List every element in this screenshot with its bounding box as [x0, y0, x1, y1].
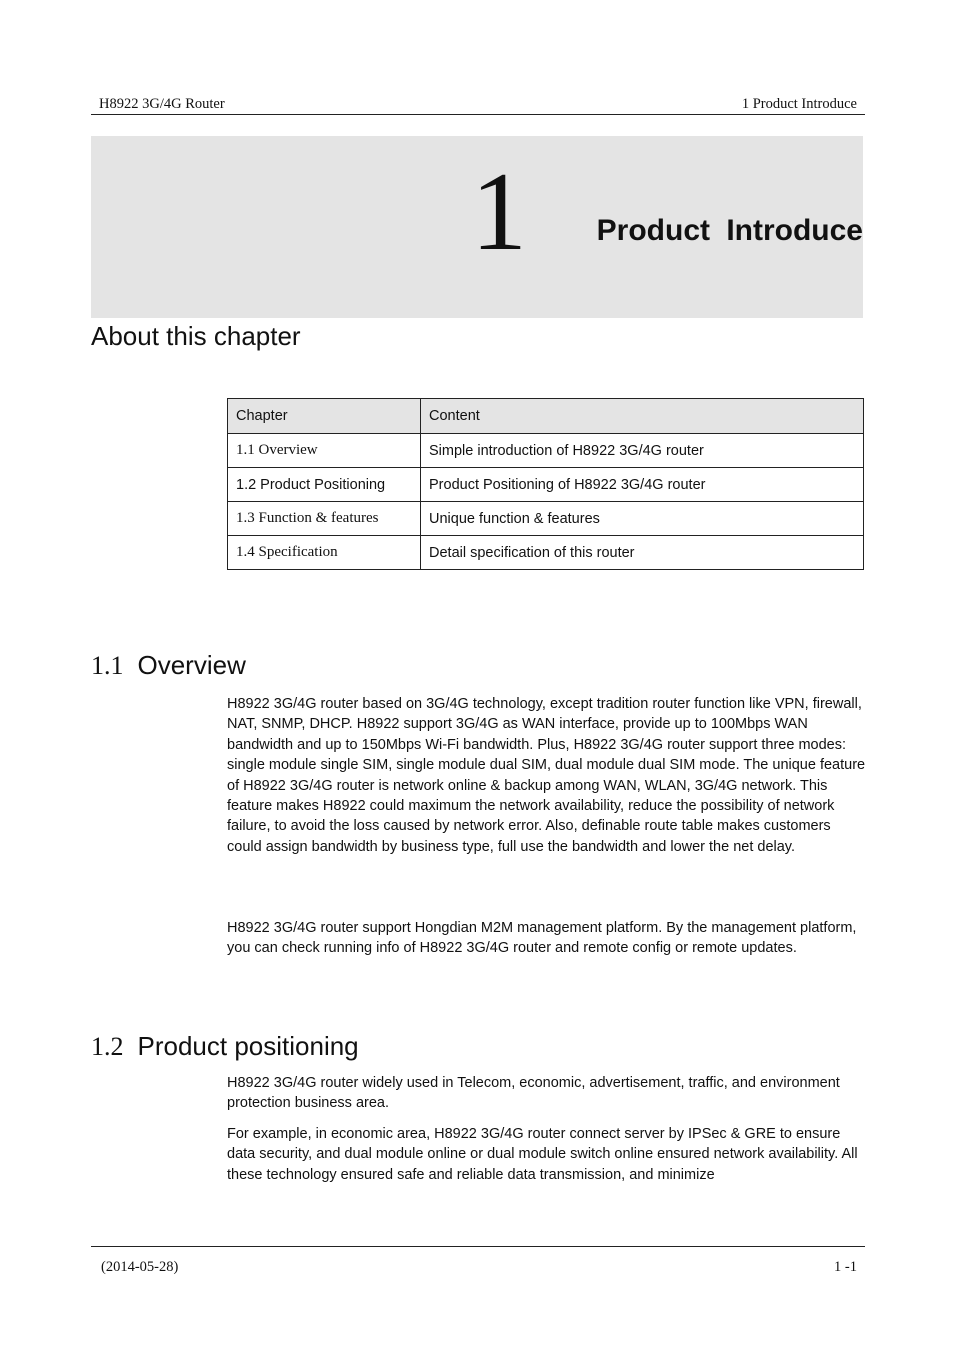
chapter-banner [91, 136, 863, 318]
header-doc-title: H8922 3G/4G Router [99, 96, 225, 112]
section-heading-product-positioning [91, 1029, 359, 1064]
section-heading-overview [91, 648, 246, 683]
table-cell: 1.1 Overview [228, 434, 421, 468]
table-cell: Unique function & features [421, 502, 864, 536]
table-row [228, 536, 864, 570]
table-cell: 1.2 Product Positioning [228, 468, 421, 502]
section-number: 1.2 [91, 1032, 124, 1061]
table-cell: Simple introduction of H8922 3G/4G router [421, 434, 864, 468]
positioning-paragraph: For example, in economic area, H8922 3G/4G router connect server by IPSec & GRE to ensure data security, and dual module online or dual module switch online ensured network availability. All these technology ensured safe and reliable data transmission, and minimize [227, 1126, 858, 1183]
table-cell: 1.4 Specification [228, 536, 421, 570]
section-title: Product positioning [137, 1031, 359, 1061]
section-number: 1.1 [91, 651, 124, 680]
section-title: Overview [137, 650, 246, 680]
table-row [228, 468, 864, 502]
table-header-cell: Content [421, 399, 864, 434]
running-header [91, 96, 865, 115]
table-row [228, 434, 864, 468]
overview-paragraph: H8922 3G/4G router support Hongdian M2M management platform. By the management platform, you can check running info of H8922 3G/4G router and remote config or remote updates. [227, 920, 857, 957]
table-header-cell: Chapter [228, 399, 421, 434]
about-heading: About this chapter [91, 321, 301, 351]
table-header-row [228, 399, 864, 434]
overview-paragraph: H8922 3G/4G router based on 3G/4G technology, except tradition router function like VPN, firewall, NAT, SNMP, DHCP. H8922 support 3G/4G as WAN interface, provide up to 100Mbps WAN bandwidth and up to 150Mbps Wi-Fi bandwidth. Plus, H8922 3G/4G router support three modes: single module single SIM, single module dual SIM, dual module dual SIM mode. The unique feature of H8922 3G/4G router is network online & backup among WAN, WLAN, 3G/4G network. This feature makes H8922 could maximum the network availability, reduce the possibility of network failure, to avoid the loss caused by network error. Also, definable route table makes customers could assign bandwidth by business type, full use the bandwidth and lower the net delay. [227, 696, 866, 855]
chapter-title: Product Introduce [596, 214, 863, 247]
table-cell: Detail specification of this router [421, 536, 864, 570]
chapter-contents-table [227, 398, 864, 570]
table-cell: 1.3 Function & features [228, 502, 421, 536]
positioning-paragraph: H8922 3G/4G router widely used in Telecom, economic, advertisement, traffic, and environment protection business area. [227, 1075, 840, 1112]
footer-page-number: 1 -1 [834, 1259, 857, 1275]
running-footer [91, 1246, 865, 1275]
footer-date: (2014-05-28) [101, 1259, 179, 1275]
chapter-number: 1 [471, 150, 527, 274]
header-chapter-title: 1 Product Introduce [741, 96, 857, 112]
table-cell: Product Positioning of H8922 3G/4G router [421, 468, 864, 502]
table-row [228, 502, 864, 536]
